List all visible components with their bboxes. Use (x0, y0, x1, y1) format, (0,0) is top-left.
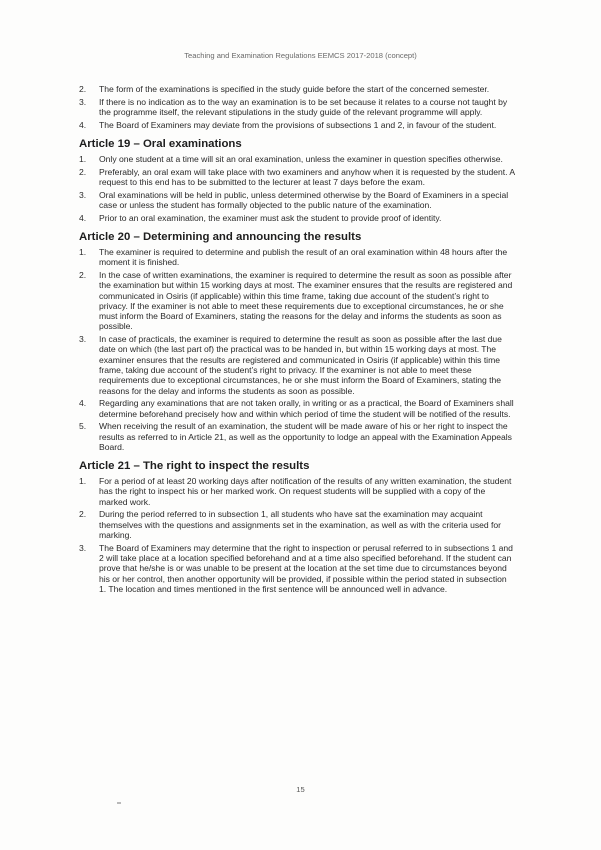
item-text: During the period referred to in subsection 1, all students who have sat the examination may acquaint themselves with the questions and assignments set in the examination, as well as with the criteria used for marking. (99, 509, 501, 540)
list-item (79, 84, 515, 94)
item-text: Only one student at a time will sit an oral examination, unless the examiner in question specifies otherwise. (99, 153, 503, 164)
item-text: The Board of Examiners may determine that the right to inspection or perusal referred to in subsections 1 and 2 will take place at a location specified beforehand and at a time also specified beforehand. If the student can prove that he/she is or was unable to be present at the location at the set time due to circumstances beyond his or her control, then another opportunity will be provided, if possible within the period stated in subsection 1. The location and times mentioned in the first sentence will be announced well in advance. (99, 542, 513, 594)
list-item (79, 334, 515, 396)
article-20-heading: Article 20 – Determining and announcing the results (79, 230, 362, 243)
item-number: 2. (79, 509, 87, 520)
list-item (79, 476, 515, 507)
item-text: Preferably, an oral exam will take place with two examiners and anyhow when it is requested by the student. A request to this end has to be submitted to the lecturer at least 7 days before the exam. (99, 166, 515, 187)
item-number: 1. (79, 476, 87, 487)
item-text: The form of the examinations is specified in the study guide before the start of the concerned semester. (99, 84, 490, 94)
page-number: 15 (296, 785, 305, 794)
item-number: 3. (79, 542, 87, 553)
item-number: 4. (79, 212, 87, 223)
item-text: The examiner is required to determine and publish the result of an oral examination within 48 hours after the moment it is finished. (99, 246, 508, 268)
article-19-heading: Article 19 – Oral examinations (79, 137, 242, 150)
page-content (79, 84, 515, 597)
item-number: 1. (79, 246, 87, 257)
list-item (79, 270, 515, 332)
item-text: For a period of at least 20 working days after notification of the results of any written examination, the student has the right to inspect his or her marked work. On request students will be supplied with a copy of the marked work. (99, 476, 512, 507)
item-number: 2. (79, 84, 87, 94)
item-number: 3. (79, 334, 87, 345)
item-text: Oral examinations will be held in public, unless determined otherwise by the Board of Examiners in a special case or unless the student has formally objected to the public nature of the examination. (99, 189, 509, 210)
list-item (79, 509, 515, 540)
page-header: Teaching and Examination Regulations EEMCS 2017-2018 (concept) (184, 51, 417, 60)
article-19-list (79, 154, 515, 223)
article-21-list (79, 476, 515, 594)
list-item (79, 247, 515, 268)
list-item (79, 120, 515, 130)
item-number: 4. (79, 119, 87, 130)
item-text: The Board of Examiners may deviate from the provisions of subsections 1 and 2, in favour of the student. (99, 119, 497, 130)
list-item (79, 543, 515, 594)
item-number: 3. (79, 96, 87, 107)
item-text: Regarding any examinations that are not taken orally, in writing or as a practical, the Board of Examiners shall determine beforehand precisely how and within which period of time the student will be notified of the results. (99, 398, 514, 419)
item-text: If there is no indication as to the way an examination is to be set because it relates to a course not taught by the programme itself, the relevant stipulations in the study guide of the relevant programme will apply. (99, 96, 508, 117)
item-text: In case of practicals, the examiner is required to determine the result as soon as possible after the last due date on which (the last part of) the practical was to be handed in, but within 15 working days at most. The examiner ensures that the results are registered and communicated in Osiris (if applicable) within this time frame, taking due account of the student’s right to privacy. If the examiner is not able to meet these requirements due to exceptional circumstances, he or she must inform the Board of Examiners, stating the reasons for the delay and informs the students as soon as possible. (99, 334, 502, 396)
item-number: 3. (79, 189, 87, 200)
item-text: In the case of written examinations, the examiner is required to determine the result as soon as possible after the examination but within 15 working days at most. The examiner ensures that the results are registered and communicated in Osiris (if applicable) within this time frame, taking due account of the student’s right to privacy. If the examiner is not able to meet these requirements due to exceptional circumstances, he or she must inform the Board of Examiners, stating the reasons for the delay and informs the students as soon as possible. (99, 269, 513, 332)
item-number: 1. (79, 153, 87, 164)
item-text: Prior to an oral examination, the examiner must ask the student to provide proof of identity. (99, 212, 442, 223)
scan-mark (117, 802, 121, 804)
article-21-heading: Article 21 – The right to inspect the results (79, 460, 310, 473)
item-number: 2. (79, 166, 87, 177)
intro-list (79, 84, 515, 130)
item-number: 4. (79, 398, 87, 409)
list-item (79, 421, 515, 452)
article-20-list (79, 247, 515, 452)
list-item (79, 97, 515, 118)
list-item (79, 154, 515, 164)
item-text: When receiving the result of an examination, the student will be made aware of his or her right to inspect the results as referred to in Article 21, as well as the opportunity to lodge an appeal with the Examination Appeals Board. (99, 421, 512, 452)
list-item (79, 190, 515, 211)
item-number: 2. (79, 269, 87, 280)
list-item (79, 398, 515, 419)
list-item (79, 167, 515, 188)
list-item (79, 213, 515, 223)
item-number: 5. (79, 421, 87, 432)
